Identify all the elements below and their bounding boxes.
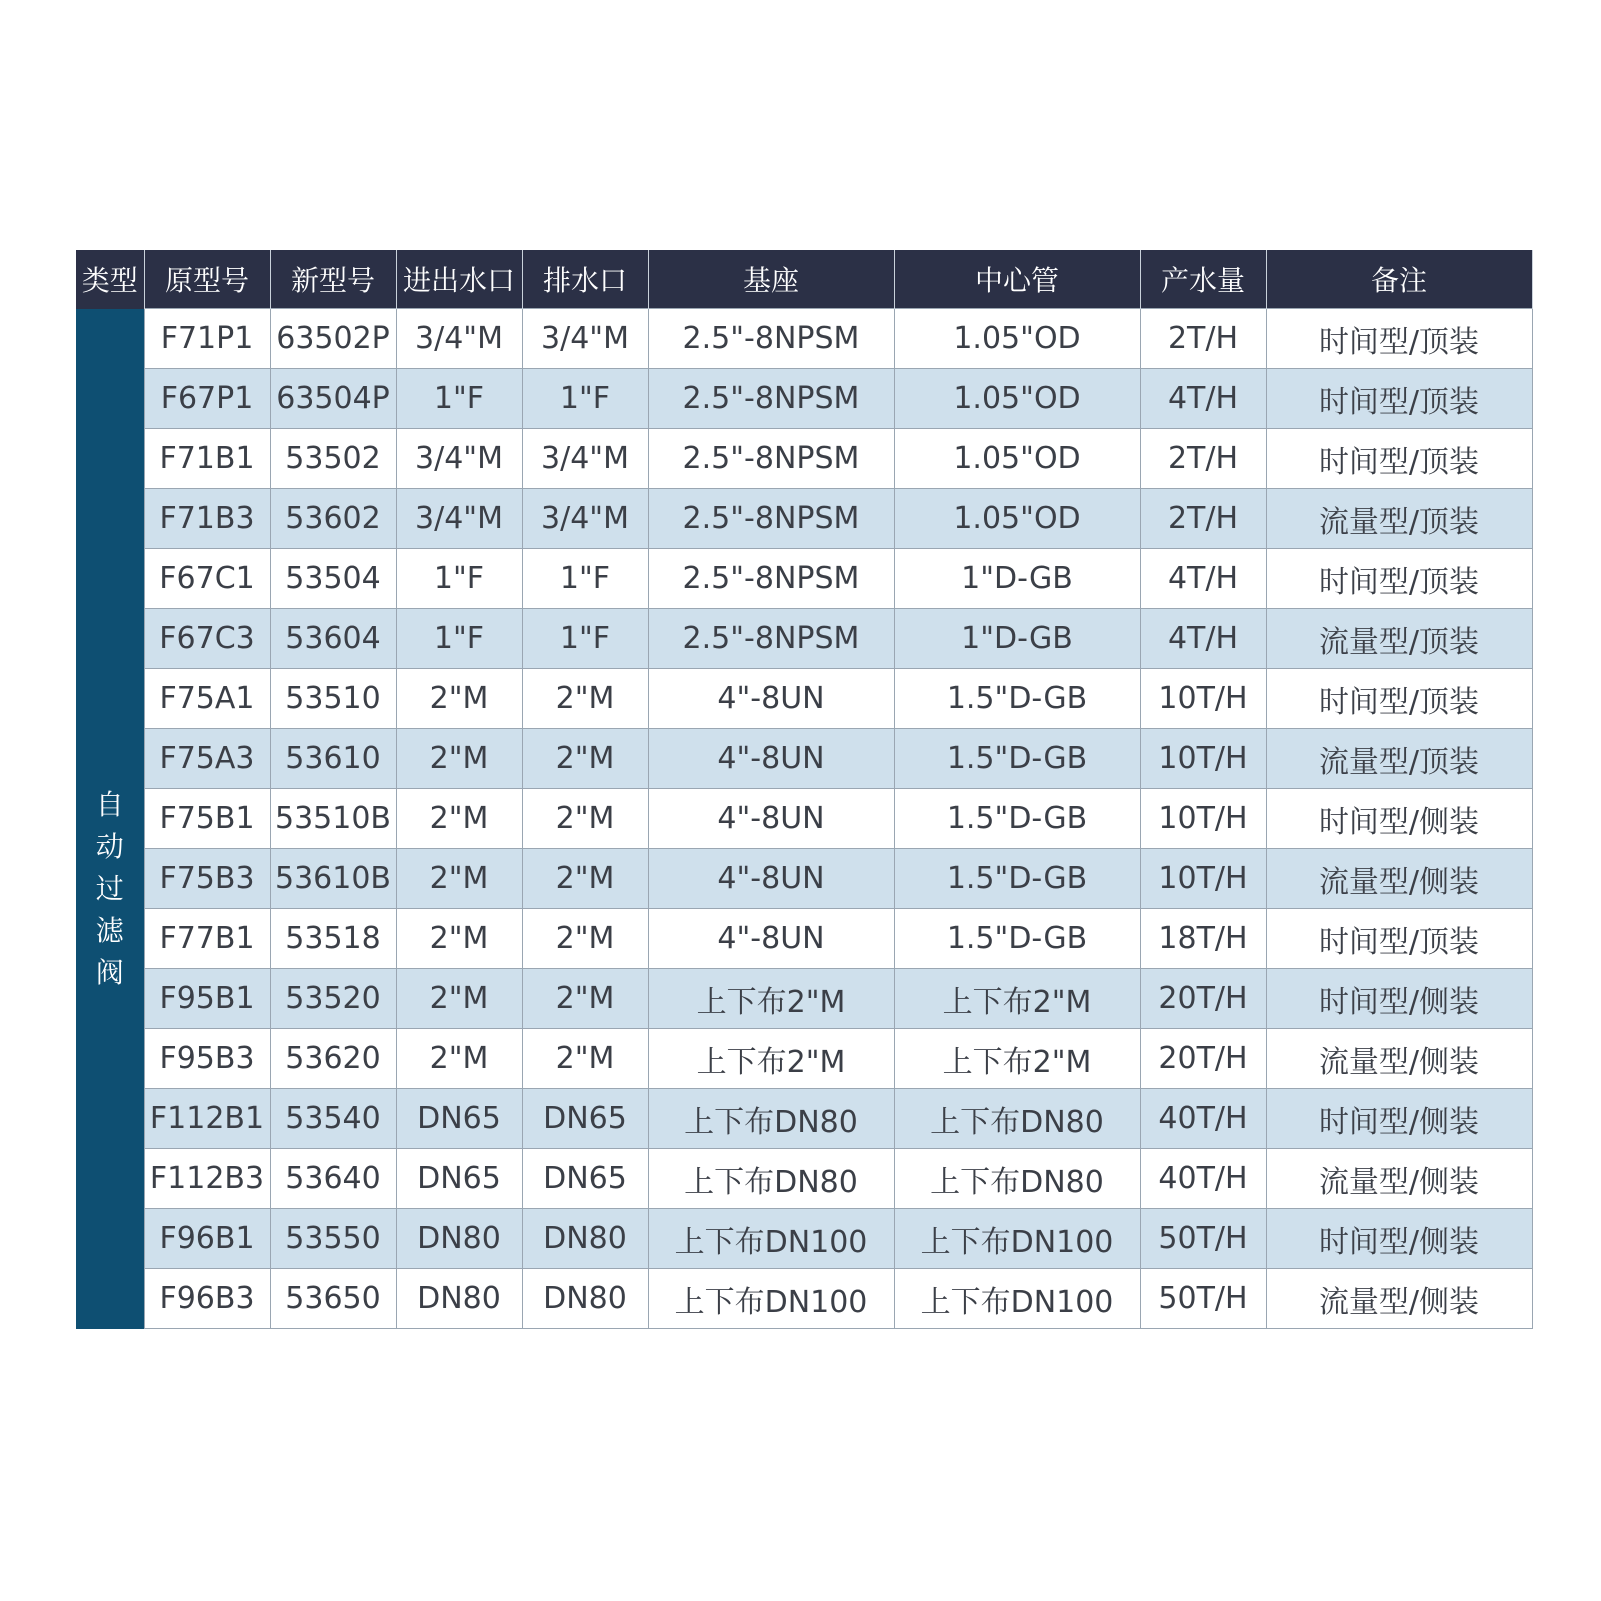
table-cell: 1"F	[522, 549, 648, 609]
type-cell	[76, 309, 144, 1329]
table-cell: F67P1	[144, 369, 270, 429]
table-cell: 2"M	[522, 909, 648, 969]
table-cell: 2.5"-8NPSM	[648, 429, 894, 489]
table-cell: 3/4"M	[522, 309, 648, 369]
table-cell: F67C3	[144, 609, 270, 669]
table-cell: 时间型/顶装	[1266, 549, 1532, 609]
table-cell: 2"M	[396, 1029, 522, 1089]
column-header: 类型	[76, 250, 144, 309]
table-cell: F67C1	[144, 549, 270, 609]
table-cell: DN65	[396, 1149, 522, 1209]
table-cell: 2"M	[396, 789, 522, 849]
table-cell: 53510	[270, 669, 396, 729]
table-cell: 2"M	[522, 669, 648, 729]
table-row	[76, 549, 1532, 609]
table-cell: 2T/H	[1140, 489, 1266, 549]
table-cell: 53650	[270, 1269, 396, 1329]
table-cell: 流量型/顶装	[1266, 609, 1532, 669]
table-cell: 2.5"-8NPSM	[648, 489, 894, 549]
table-cell: 时间型/顶装	[1266, 309, 1532, 369]
table-cell: 10T/H	[1140, 729, 1266, 789]
table-cell: F75B1	[144, 789, 270, 849]
table-cell: 4"-8UN	[648, 789, 894, 849]
table-cell: 上下布DN80	[894, 1089, 1140, 1149]
table-cell: 4"-8UN	[648, 669, 894, 729]
table-cell: 上下布DN80	[648, 1149, 894, 1209]
table-row	[76, 1149, 1532, 1209]
table-cell: 3/4"M	[396, 429, 522, 489]
table-row	[76, 369, 1532, 429]
table-row	[76, 909, 1532, 969]
table-cell: DN80	[522, 1269, 648, 1329]
table-row	[76, 1209, 1532, 1269]
table-cell: 1"F	[396, 609, 522, 669]
table-row	[76, 849, 1532, 909]
table-cell: 53550	[270, 1209, 396, 1269]
table-cell: 1"D-GB	[894, 549, 1140, 609]
table-cell: F75A1	[144, 669, 270, 729]
table-cell: 20T/H	[1140, 1029, 1266, 1089]
table-cell: 10T/H	[1140, 669, 1266, 729]
table-cell: 2"M	[522, 729, 648, 789]
table-cell: 1.5"D-GB	[894, 849, 1140, 909]
table-cell: F95B3	[144, 1029, 270, 1089]
table-cell: 1.05"OD	[894, 369, 1140, 429]
table-cell: 1"F	[396, 549, 522, 609]
table-cell: 50T/H	[1140, 1209, 1266, 1269]
table-cell: 2"M	[396, 669, 522, 729]
table-cell: 1.5"D-GB	[894, 909, 1140, 969]
table-cell: 53610	[270, 729, 396, 789]
table-cell: DN65	[522, 1089, 648, 1149]
table-cell: 上下布2"M	[894, 1029, 1140, 1089]
column-header: 排水口	[522, 250, 648, 309]
table-cell: 时间型/顶装	[1266, 669, 1532, 729]
table-cell: 4T/H	[1140, 609, 1266, 669]
table-cell: 2"M	[522, 849, 648, 909]
table-cell: 3/4"M	[396, 489, 522, 549]
table-cell: 1.5"D-GB	[894, 669, 1140, 729]
column-header: 产水量	[1140, 250, 1266, 309]
table-cell: 50T/H	[1140, 1269, 1266, 1329]
table-cell: 4"-8UN	[648, 909, 894, 969]
table-row	[76, 729, 1532, 789]
table-cell: 53640	[270, 1149, 396, 1209]
table-cell: F75B3	[144, 849, 270, 909]
table-cell: F75A3	[144, 729, 270, 789]
column-header: 原型号	[144, 250, 270, 309]
table-cell: 3/4"M	[522, 429, 648, 489]
table-cell: 2"M	[396, 909, 522, 969]
table-row	[76, 429, 1532, 489]
table-row	[76, 609, 1532, 669]
table-cell: 1.05"OD	[894, 489, 1140, 549]
table-cell: 上下布DN80	[648, 1089, 894, 1149]
table-cell: 2.5"-8NPSM	[648, 369, 894, 429]
table-cell: 20T/H	[1140, 969, 1266, 1029]
table-cell: 10T/H	[1140, 789, 1266, 849]
table-cell: 2.5"-8NPSM	[648, 549, 894, 609]
table-cell: 3/4"M	[396, 309, 522, 369]
table-cell: 53504	[270, 549, 396, 609]
table-cell: 流量型/侧装	[1266, 849, 1532, 909]
table-cell: 2.5"-8NPSM	[648, 609, 894, 669]
table-cell: DN65	[396, 1089, 522, 1149]
table-row	[76, 489, 1532, 549]
table-cell: 53604	[270, 609, 396, 669]
table-cell: F71P1	[144, 309, 270, 369]
table-cell: 53518	[270, 909, 396, 969]
table-row	[76, 969, 1532, 1029]
table-cell: DN80	[396, 1269, 522, 1329]
table-cell: 上下布DN80	[894, 1149, 1140, 1209]
table-cell: 2T/H	[1140, 429, 1266, 489]
table-cell: F112B1	[144, 1089, 270, 1149]
table-cell: F96B1	[144, 1209, 270, 1269]
table-cell: 时间型/侧装	[1266, 969, 1532, 1029]
table-cell: 3/4"M	[522, 489, 648, 549]
table-row	[76, 669, 1532, 729]
table-header-row	[76, 250, 1532, 309]
table-cell: 上下布DN100	[648, 1269, 894, 1329]
table-cell: 10T/H	[1140, 849, 1266, 909]
table-cell: 上下布2"M	[648, 969, 894, 1029]
table-cell: 时间型/顶装	[1266, 909, 1532, 969]
table-cell: 2"M	[522, 969, 648, 1029]
table-cell: 上下布2"M	[894, 969, 1140, 1029]
table-cell: 63504P	[270, 369, 396, 429]
table-cell: 1"D-GB	[894, 609, 1140, 669]
table-cell: F95B1	[144, 969, 270, 1029]
table-cell: 流量型/侧装	[1266, 1029, 1532, 1089]
table-cell: 流量型/侧装	[1266, 1149, 1532, 1209]
table-cell: 上下布2"M	[648, 1029, 894, 1089]
table-row	[76, 1029, 1532, 1089]
type-label: 自动过滤阀	[95, 787, 124, 989]
table-row	[76, 1089, 1532, 1149]
column-header: 基座	[648, 250, 894, 309]
table-cell: 上下布DN100	[894, 1269, 1140, 1329]
table-cell: 上下布DN100	[894, 1209, 1140, 1269]
table-cell: 53602	[270, 489, 396, 549]
table-cell: 4T/H	[1140, 549, 1266, 609]
table-row	[76, 1269, 1532, 1329]
table-cell: 2"M	[396, 969, 522, 1029]
table-cell: 流量型/顶装	[1266, 729, 1532, 789]
table-cell: 流量型/侧装	[1266, 1269, 1532, 1329]
table-cell: F71B3	[144, 489, 270, 549]
column-header: 中心管	[894, 250, 1140, 309]
table-cell: 18T/H	[1140, 909, 1266, 969]
table-cell: 时间型/侧装	[1266, 789, 1532, 849]
table-cell: DN65	[522, 1149, 648, 1209]
table-cell: 53620	[270, 1029, 396, 1089]
column-header: 进出水口	[396, 250, 522, 309]
table-cell: 53510B	[270, 789, 396, 849]
table-cell: 40T/H	[1140, 1149, 1266, 1209]
table-cell: 2"M	[396, 849, 522, 909]
table-cell: 2"M	[522, 789, 648, 849]
table-cell: 4T/H	[1140, 369, 1266, 429]
table-body	[76, 309, 1532, 1329]
table-cell: 53540	[270, 1089, 396, 1149]
table-cell: 4"-8UN	[648, 849, 894, 909]
table-cell: F112B3	[144, 1149, 270, 1209]
table-cell: F77B1	[144, 909, 270, 969]
table-cell: 流量型/顶装	[1266, 489, 1532, 549]
table-cell: DN80	[522, 1209, 648, 1269]
table-cell: DN80	[396, 1209, 522, 1269]
table-cell: 2.5"-8NPSM	[648, 309, 894, 369]
table-row	[76, 789, 1532, 849]
table-row	[76, 309, 1532, 369]
table-cell: 1"F	[522, 609, 648, 669]
table-cell: 1.05"OD	[894, 429, 1140, 489]
table-cell: 2"M	[396, 729, 522, 789]
table-cell: 上下布DN100	[648, 1209, 894, 1269]
table-cell: 63502P	[270, 309, 396, 369]
table-cell: 53502	[270, 429, 396, 489]
table-cell: 53610B	[270, 849, 396, 909]
table-cell: F96B3	[144, 1269, 270, 1329]
table-cell: 1.05"OD	[894, 309, 1140, 369]
table-cell: 40T/H	[1140, 1089, 1266, 1149]
table-cell: 1"F	[522, 369, 648, 429]
column-header: 新型号	[270, 250, 396, 309]
table-cell: 1.5"D-GB	[894, 729, 1140, 789]
table-cell: 2T/H	[1140, 309, 1266, 369]
table-cell: 2"M	[522, 1029, 648, 1089]
table-cell: 时间型/顶装	[1266, 369, 1532, 429]
table-cell: 1"F	[396, 369, 522, 429]
table-cell: 53520	[270, 969, 396, 1029]
table-cell: 时间型/顶装	[1266, 429, 1532, 489]
table-cell: 时间型/侧装	[1266, 1209, 1532, 1269]
table-cell: 4"-8UN	[648, 729, 894, 789]
column-header: 备注	[1266, 250, 1532, 309]
table-cell: 1.5"D-GB	[894, 789, 1140, 849]
table-cell: F71B1	[144, 429, 270, 489]
spec-table	[76, 250, 1533, 1329]
table-cell: 时间型/侧装	[1266, 1089, 1532, 1149]
